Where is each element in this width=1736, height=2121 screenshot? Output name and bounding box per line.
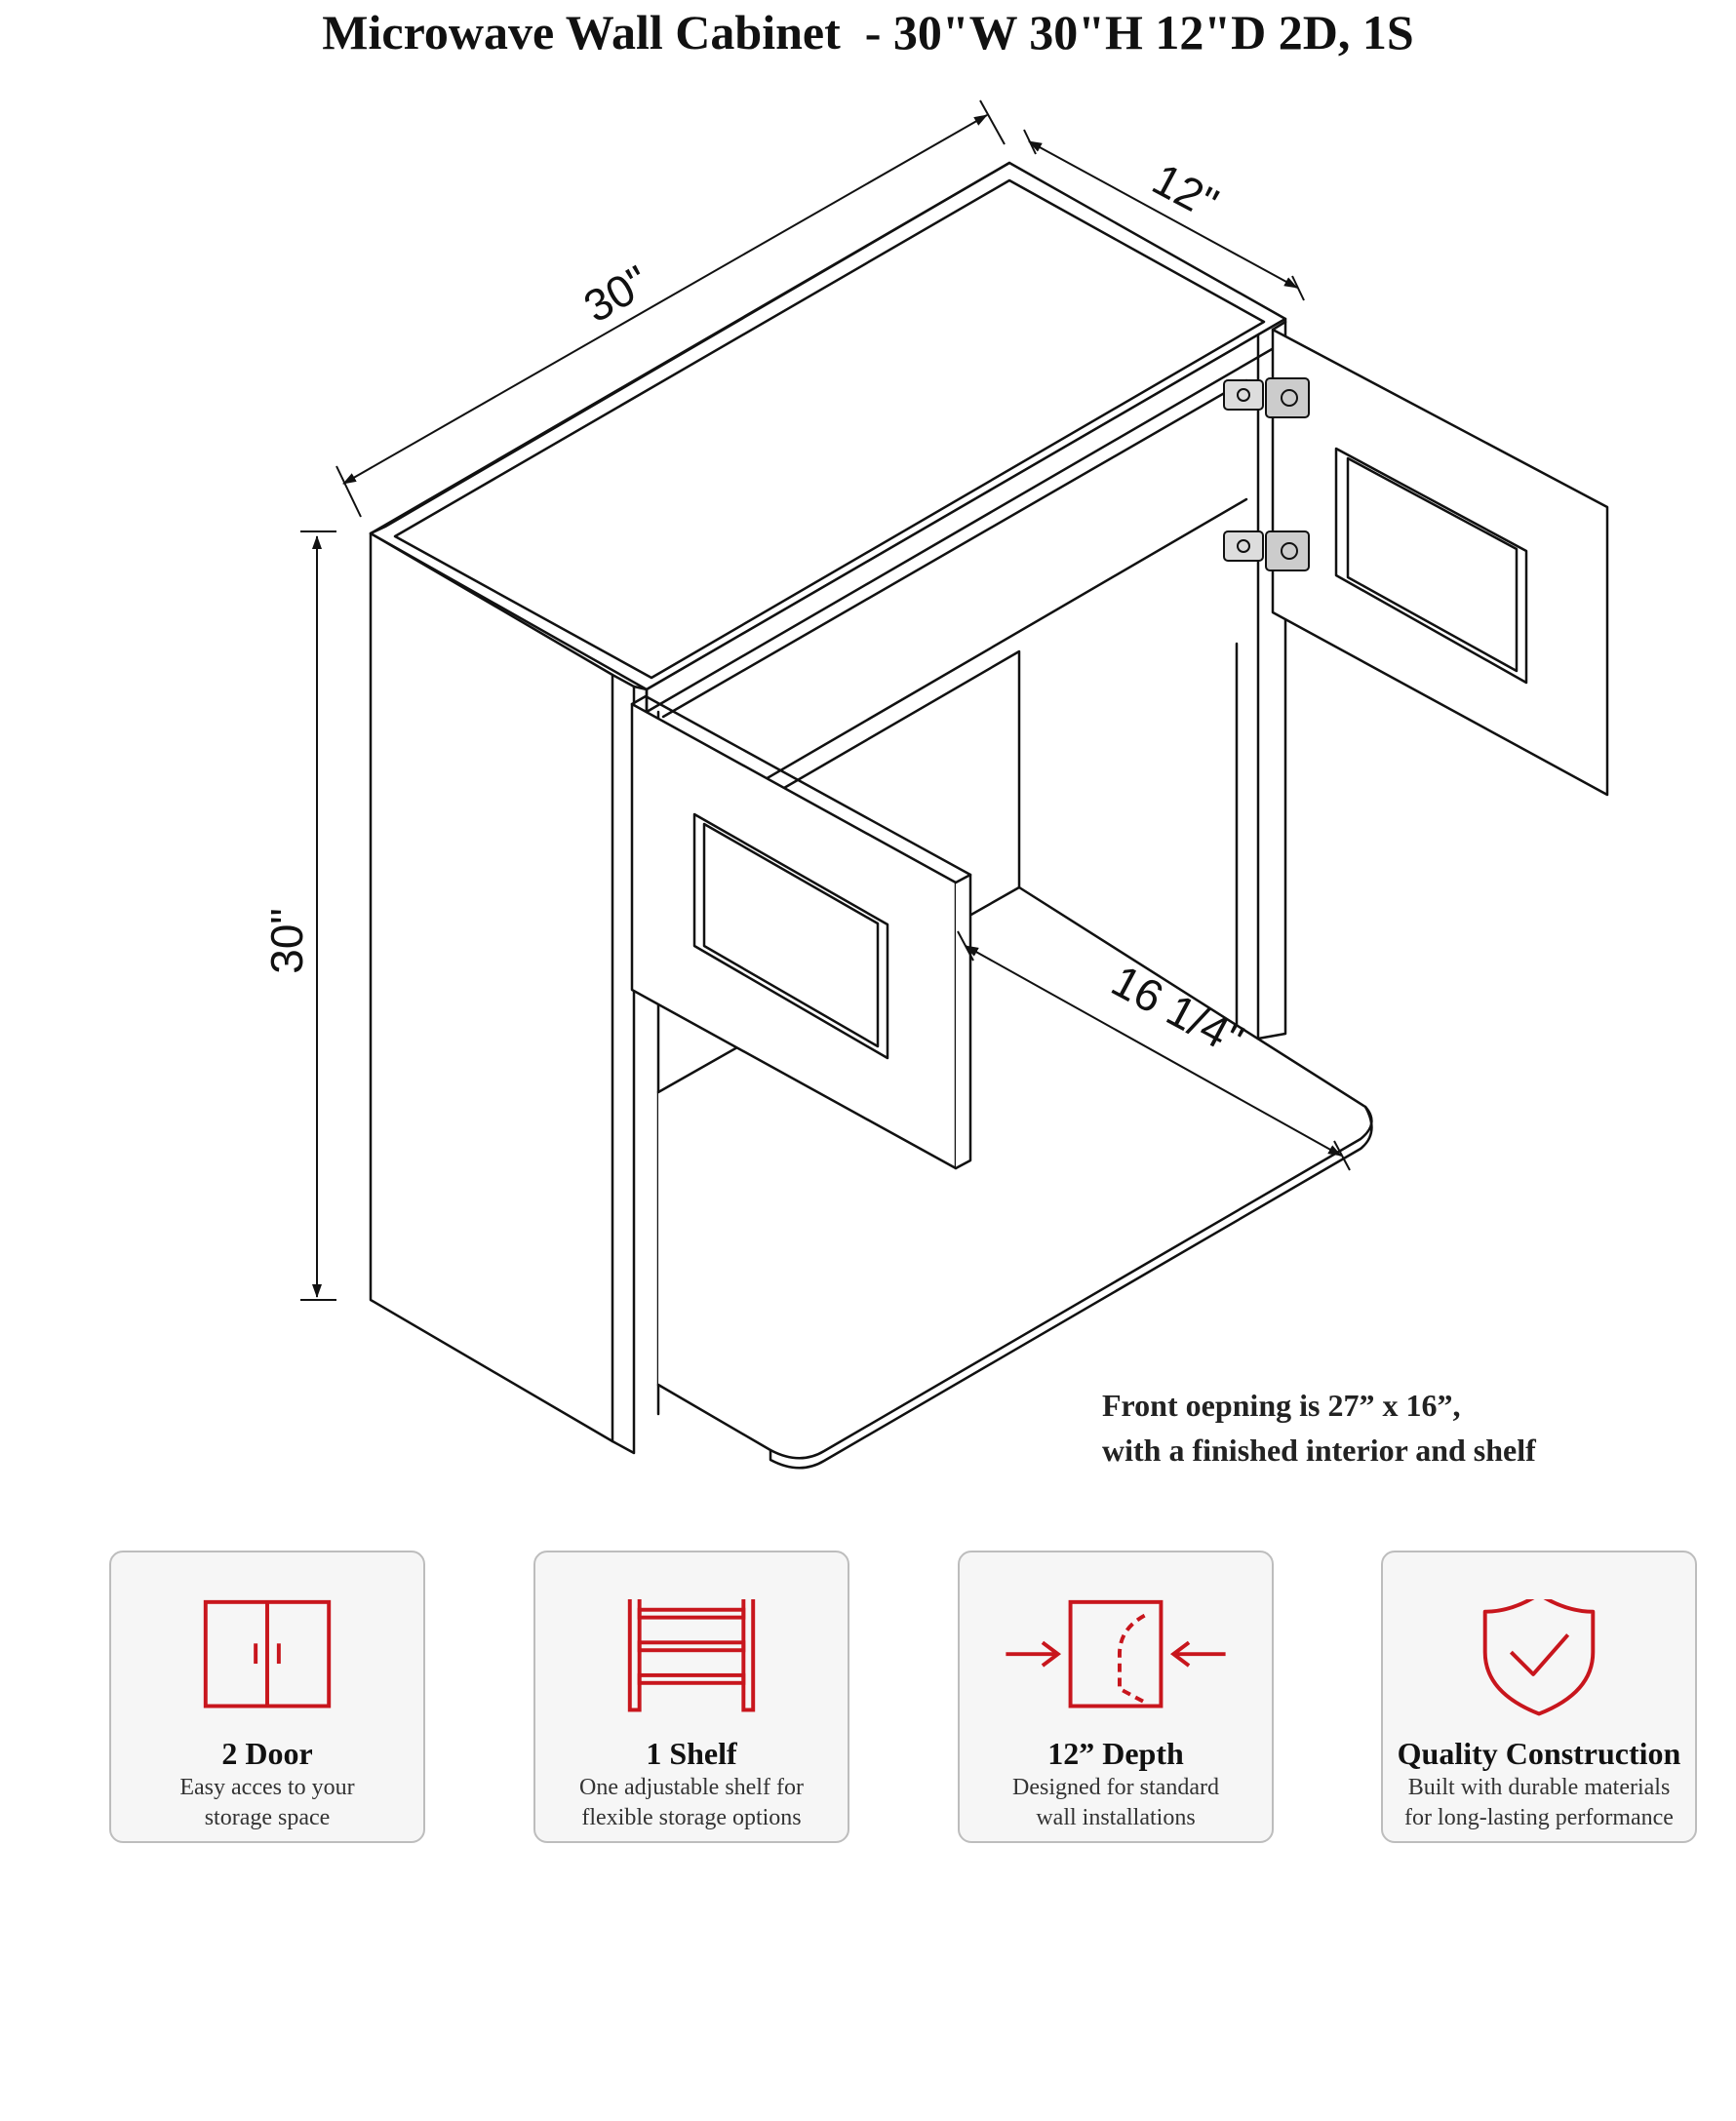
feature-title: Quality Construction [1397, 1736, 1681, 1771]
depth-arrows-icon [960, 1599, 1272, 1736]
feature-card-shelf [533, 1551, 849, 1843]
feature-desc-line: Designed for standard [1012, 1775, 1219, 1800]
depth-label: 12" [1144, 153, 1227, 229]
feature-desc-line: Easy acces to your [179, 1775, 355, 1800]
feature-title: 1 Shelf [646, 1736, 737, 1771]
feature-description [1383, 1773, 1695, 1833]
page-title: Microwave Wall Cabinet - 30"W 30"H 12"D 2D, 1S [322, 5, 1414, 59]
hinge-lower-icon [1224, 531, 1309, 570]
hinge-upper-icon [1224, 378, 1309, 417]
feature-desc-line: Built with durable materials [1407, 1775, 1671, 1800]
feature-desc-line: storage space [204, 1805, 331, 1830]
shelf-icon [535, 1599, 848, 1736]
feature-description [960, 1773, 1272, 1833]
shield-check-icon [1383, 1599, 1695, 1736]
top-panel [371, 163, 1285, 689]
feature-description [535, 1773, 848, 1833]
feature-description [111, 1773, 423, 1833]
note-line-2: with a finished interior and shelf [1102, 1433, 1536, 1468]
opening-note [1102, 1383, 1687, 1473]
feature-desc-line: wall installations [1036, 1805, 1196, 1830]
width-label: 30" [574, 255, 658, 333]
feature-card-door [109, 1551, 425, 1843]
note-line-1: Front oepning is 27” x 16”, [1102, 1388, 1461, 1423]
feature-title: 12” Depth [1047, 1736, 1184, 1771]
double-door-icon [111, 1599, 423, 1736]
feature-card-quality [1381, 1551, 1697, 1843]
feature-desc-line: One adjustable shelf for [579, 1775, 804, 1800]
inner-label: 16 1/4" [1103, 955, 1252, 1066]
feature-desc-line: for long-lasting performance [1404, 1805, 1674, 1830]
feature-card-depth [958, 1551, 1274, 1843]
feature-title: 2 Door [221, 1736, 313, 1771]
right-door [1273, 322, 1607, 795]
left-side-panel [371, 533, 634, 1453]
feature-desc-line: flexible storage options [581, 1805, 802, 1830]
height-label: 30" [261, 908, 312, 974]
